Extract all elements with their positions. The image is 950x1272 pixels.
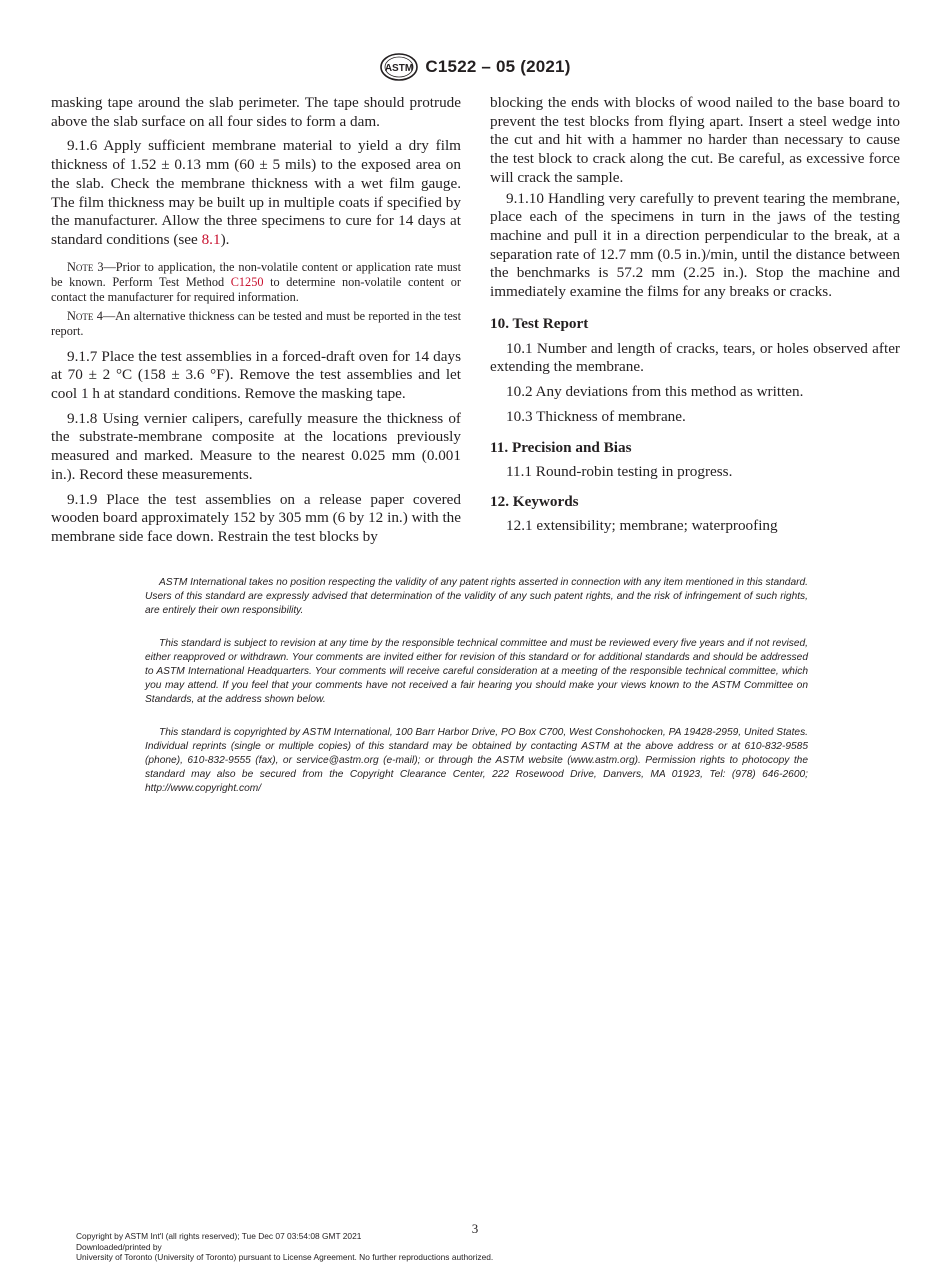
section-10-3: 10.3 Thickness of membrane. (506, 407, 686, 425)
section-10-2: 10.2 Any deviations from this method as written. (506, 383, 804, 401)
patent-notice: ASTM International takes no position respecting the validity of any patent rights asserted in connection with any item mentioned in this standard. Users of this standard are expressly advised that determination of the validity of any such patent rights, and the risk of infringement of such rights, are entirely their own responsibility. (145, 577, 808, 617)
section-9-1-10: 9.1.10 Handling very carefully to prevent tearing the membrane, place each of the specimens in turn in the jaws of the testing machine and pull it in a direction perpendicular to the break, at a separation rate of 12.7 mm (0.5 in.)/min, until the distance between the benchmarks is 57.2 mm (2.25 in.). Stop the machine and immediately examine the films for any breaks or cracks. (490, 189, 900, 301)
continued-paragraph: masking tape around the slab perimeter. The tape should protrude above the slab surface on all four sides to form a dam. (51, 94, 461, 130)
ref-8-1-link[interactable]: 8.1 (201, 230, 221, 248)
footer-line-copyright: Copyright by ASTM Int'l (all rights reserved); Tue Dec 07 03:54:08 GMT 2021 (76, 1231, 362, 1241)
download-footer (76, 1231, 493, 1263)
footer-line-license: University of Toronto (University of Toronto) pursuant to License Agreement. No further reproductions authorized. (76, 1252, 494, 1263)
section-9-1-8: 9.1.8 Using vernier calipers, carefully measure the thickness of the substrate-membrane composite at the locations previously measured and marked. Measure to the nearest 0.025 mm (0.001 in.). Record these measurements. (51, 409, 461, 483)
continued-paragraph-right: blocking the ends with blocks of wood nailed to the base board to prevent the test blocks from flying apart. Insert a steel wedge into the cut and hit with a hammer no harder than necessary to cause the test block to crack along the cut. Be careful, as excessive force will crack the sample. (490, 94, 900, 186)
copyright-notice: This standard is copyrighted by ASTM International, 100 Barr Harbor Drive, PO Box C700, West Conshohocken, PA 19428-2959, United States. Individual reprints (single or multiple copies) of this standard may be obtained by contacting ASTM at the above address or at 610-832-9585 (phone), 610-832-9555 (fax), or service@astm.org (e-mail); or through the ASTM website (www.astm.org). Permission rights to photocopy the standard may also be secured from the Copyright Clearance Center, 222 Rosewood Drive, Danvers, MA 01923, Tel: (978) 646-2600; http://www.copyright.com/ (145, 727, 808, 795)
heading-test-report: 10. Test Report (490, 314, 589, 332)
section-9-1-7: 9.1.7 Place the test assemblies in a forced-draft oven for 14 days at 70 ± 2 °C (158 ± 3.6 °F). Remove the test assemblies and let cool 1 h at standard conditions. Remove the masking tape. (51, 347, 461, 403)
section-9-1-9: 9.1.9 Place the test assemblies on a release paper covered wooden board approximately 152 by 305 mm (6 by 12 in.) with the membrane side face down. Restrain the test blocks by (51, 490, 461, 545)
page-header (0, 52, 950, 87)
astm-logo-icon (379, 52, 419, 82)
standard-designation: C1522 – 05 (2021) (425, 57, 571, 76)
page-number: 3 (471, 1221, 479, 1236)
note-3: Note 3—Prior to application, the non-volatile content or application rate must be known. Perform Test Method C1250 to determine non-volatile content or contact the manufacturer for required information. (51, 259, 461, 304)
revision-notice: This standard is subject to revision at any time by the responsible technical committee and must be reviewed every five years and if not revised, either reapproved or withdrawn. Your comments are invited either for revision of this standard or for additional standards and should be addressed to ASTM International Headquarters. Your comments will receive careful consideration at a meeting of the responsible technical committee, which you may attend. If you feel that your comments have not received a fair hearing you should make your views known to the ASTM Committee on Standards, at the address shown below. (145, 638, 808, 706)
section-11-1: 11.1 Round-robin testing in progress. (506, 462, 733, 480)
ref-c1250-link[interactable]: C1250 (230, 274, 264, 289)
heading-keywords: 12. Keywords (490, 493, 579, 511)
section-10-1: 10.1 Number and length of cracks, tears, or holes observed after extending the membrane. (490, 339, 900, 376)
footer-line-downloaded: Downloaded/printed by (76, 1241, 162, 1252)
section-12-1: 12.1 extensibility; membrane; waterproofing (506, 517, 778, 535)
astm-logo-text: ASTM (385, 63, 414, 74)
heading-precision-bias: 11. Precision and Bias (490, 438, 632, 456)
left-column (51, 94, 461, 547)
section-9-1-6: 9.1.6 Apply sufficient membrane material to yield a dry film thickness of 1.52 ± 0.13 mm (60 ± 5 mils) to the exposed area on the slab. Check the membrane thickness with a wet film gauge. The film thickness may be built up in multiple coats if specified by the manufacturer. Allow the three specimens to cure for 14 days at standard conditions (see 8.1). (51, 137, 461, 248)
right-column (490, 94, 900, 536)
note-4: Note 4—An alternative thickness can be tested and must be reported in the test report. (51, 308, 461, 338)
